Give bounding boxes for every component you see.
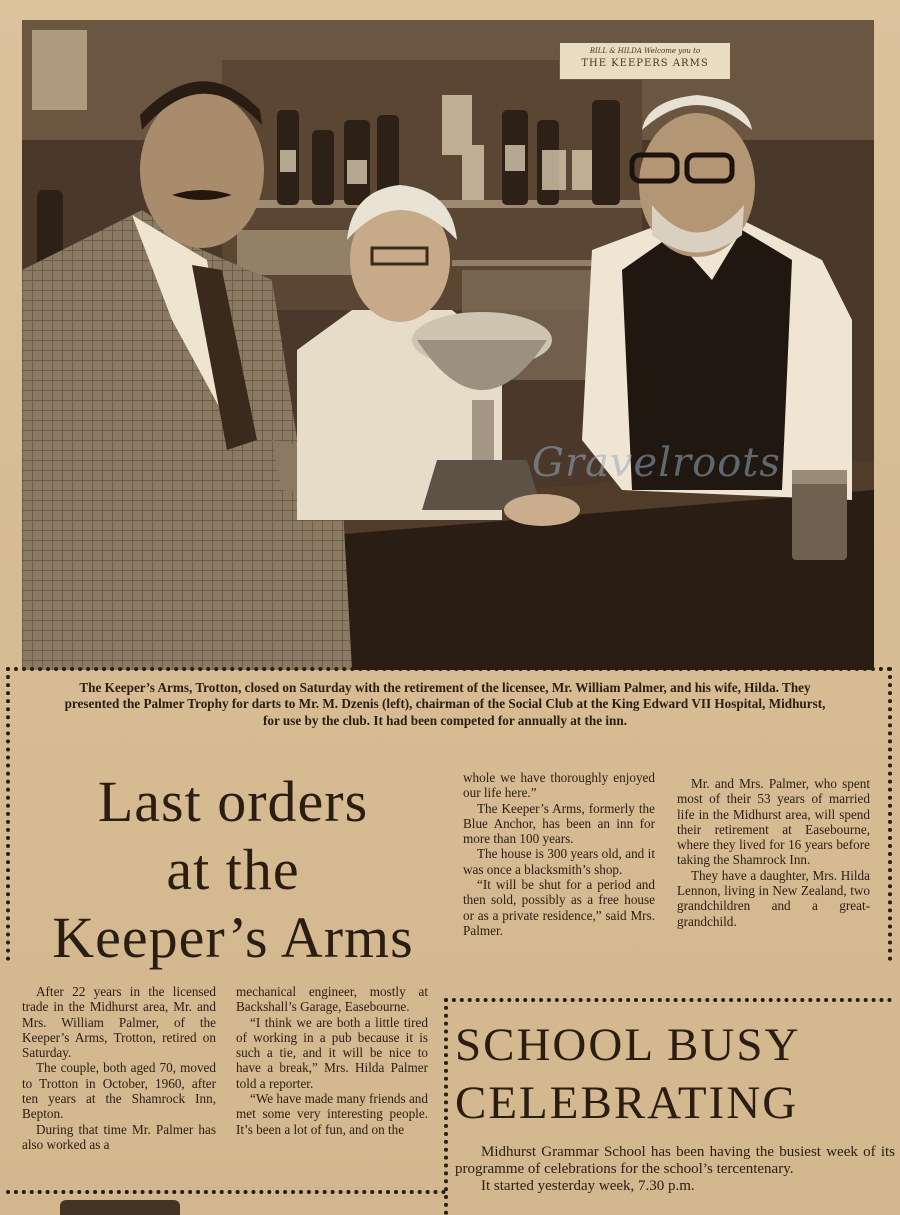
- headline-line3: Keeper’s Arms: [52, 905, 414, 970]
- paragraph: The house is 300 years old, and it was once a blacksmith’s shop.: [463, 846, 655, 877]
- headline-line1: Last orders: [97, 769, 369, 834]
- pub-sign-line2: THE KEEPERS ARMS: [581, 58, 709, 69]
- pub-photograph: [22, 20, 874, 670]
- pub-sign-line1: BILL & HILDA Welcome you to: [589, 47, 701, 55]
- school-headline-line1: SCHOOL BUSY: [455, 1019, 801, 1071]
- paragraph: “It will be shut for a period and then sold, possibly as a free house or as a private residence,” said Mrs. Palmer.: [463, 877, 655, 938]
- paragraph: Mr. and Mrs. Palmer, who spent most of their 53 years of married life in the Midhurst area, will spend their retirement at Easebourne, where they lived for 16 years before taking the Shamrock Inn.: [677, 776, 870, 868]
- school-headline: [455, 1016, 895, 1132]
- school-article-body: [455, 1144, 895, 1195]
- photo-caption: The Keeper’s Arms, Trotton, closed on Saturday with the retirement of the licensee, Mr. William Palmer, and his wife, Hilda. They presented the Palmer Trophy for darts to Mr. M. Dzenis (left), chairman of the Social Club at the King Edward VII Hospital, Midhurst, for use by the club. It had been competed for annually at the inn.: [64, 680, 826, 728]
- paragraph: Midhurst Grammar School has been having the busiest week of its programme of celebrations for the school’s tercentenary.: [455, 1144, 895, 1177]
- paragraph: whole we have thoroughly enjoyed our life here.”: [463, 770, 655, 801]
- article-column-4: [677, 776, 870, 929]
- cut-off-next-headline: [60, 1200, 180, 1215]
- article-column-1: [22, 984, 216, 1152]
- article-column-3: [463, 770, 655, 938]
- school-headline-line2: CELEBRATING: [455, 1077, 799, 1129]
- article-column-2: [236, 984, 428, 1137]
- headline-line2: at the: [166, 837, 300, 902]
- article-headline: [18, 768, 448, 972]
- paragraph: The couple, both aged 70, moved to Trotton in October, 1960, after ten years at the Shamrock Inn, Bepton.: [22, 1060, 216, 1122]
- paragraph: “I think we are both a little tired of working in a pub because it is such a tie, and it will be nice to have a break,” Mrs. Hilda Palmer told a reporter.: [236, 1014, 428, 1091]
- paragraph: After 22 years in the licensed trade in the Midhurst area, Mr. and Mrs. William Palmer, of the Keeper’s Arms, Trotton, retired on Saturday.: [22, 984, 216, 1061]
- paragraph: mechanical engineer, mostly at Backshall’s Garage, Easebourne.: [236, 984, 428, 1015]
- paragraph: The Keeper’s Arms, formerly the Blue Anchor, has been an inn for more than 100 years.: [463, 800, 655, 847]
- photo-scene: [22, 20, 874, 670]
- watermark: Gravelroots: [532, 440, 781, 486]
- paragraph: It started yesterday week, 7.30 p.m.: [481, 1178, 695, 1194]
- article-bottom-rule: [6, 1190, 446, 1194]
- paragraph: They have a daughter, Mrs. Hilda Lennon, living in New Zealand, two grandchildren and a great-grandchild.: [677, 867, 870, 929]
- paragraph: During that time Mr. Palmer has also worked as a: [22, 1121, 216, 1152]
- pub-sign: [559, 42, 731, 80]
- paragraph: “We have made many friends and met some very interesting people. It’s been a lot of fun, and on the: [236, 1091, 428, 1137]
